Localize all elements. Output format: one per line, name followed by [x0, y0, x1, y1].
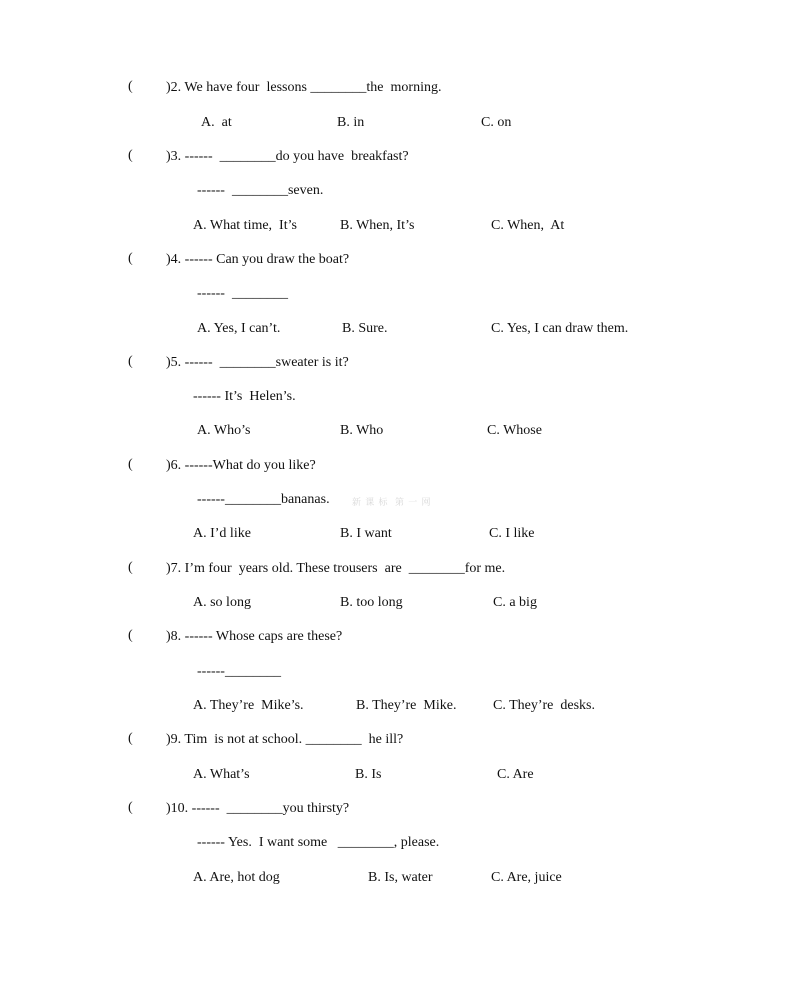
option-c[interactable]: C. They’re desks.	[493, 698, 595, 713]
option-b[interactable]: B. When, It’s	[340, 218, 415, 233]
answer-paren[interactable]: (	[128, 148, 133, 163]
question-stem: )5. ------ ________sweater is it?	[166, 355, 349, 370]
question-reply: ------ It’s Helen’s.	[193, 389, 296, 404]
answer-paren[interactable]: (	[128, 354, 133, 369]
answer-paren[interactable]: (	[128, 731, 133, 746]
option-c[interactable]: C. a big	[493, 595, 537, 610]
option-b[interactable]: B. Who	[340, 423, 384, 438]
answer-paren[interactable]: (	[128, 457, 133, 472]
question-reply: ------ Yes. I want some ________, please.	[197, 835, 440, 850]
option-a[interactable]: A. I’d like	[193, 526, 251, 541]
option-a[interactable]: A. at	[201, 115, 232, 130]
question-reply: ------ ________	[197, 286, 288, 301]
option-a[interactable]: A. Yes, I can’t.	[197, 321, 281, 336]
question-stem: )7. I’m four years old. These trousers are ________for me.	[166, 561, 506, 576]
answer-paren[interactable]: (	[128, 560, 133, 575]
question-stem: )3. ------ ________do you have breakfast?	[166, 149, 409, 164]
question-stem: )2. We have four lessons ________the morning.	[166, 80, 442, 95]
question-reply: ------________	[197, 664, 281, 679]
watermark-text: 新 课 标 第 一 网	[352, 497, 432, 507]
option-b[interactable]: B. Sure.	[342, 321, 388, 336]
option-a[interactable]: A. so long	[193, 595, 251, 610]
option-a[interactable]: A. What’s	[193, 767, 250, 782]
option-c[interactable]: C. When, At	[491, 218, 565, 233]
answer-paren[interactable]: (	[128, 79, 133, 94]
question-stem: )6. ------What do you like?	[166, 458, 316, 473]
option-c[interactable]: C. on	[481, 115, 512, 130]
question-reply: ------________bananas.	[197, 492, 330, 507]
option-a[interactable]: A. Are, hot dog	[193, 870, 280, 885]
option-a[interactable]: A. Who’s	[197, 423, 251, 438]
option-c[interactable]: C. Are	[497, 767, 534, 782]
option-c[interactable]: C. I like	[489, 526, 535, 541]
question-stem: )4. ------ Can you draw the boat?	[166, 252, 350, 267]
option-c[interactable]: C. Are, juice	[491, 870, 562, 885]
option-b[interactable]: B. They’re Mike.	[356, 698, 457, 713]
question-reply: ------ ________seven.	[197, 183, 324, 198]
option-b[interactable]: B. too long	[340, 595, 403, 610]
answer-paren[interactable]: (	[128, 251, 133, 266]
question-stem: )10. ------ ________you thirsty?	[166, 801, 350, 816]
option-c[interactable]: C. Whose	[487, 423, 542, 438]
option-b[interactable]: B. in	[337, 115, 365, 130]
option-a[interactable]: A. What time, It’s	[193, 218, 297, 233]
option-c[interactable]: C. Yes, I can draw them.	[491, 321, 629, 336]
question-stem: )8. ------ Whose caps are these?	[166, 629, 343, 644]
option-b[interactable]: B. Is, water	[368, 870, 433, 885]
option-b[interactable]: B. I want	[340, 526, 392, 541]
answer-paren[interactable]: (	[128, 800, 133, 815]
option-a[interactable]: A. They’re Mike’s.	[193, 698, 304, 713]
option-b[interactable]: B. Is	[355, 767, 382, 782]
answer-paren[interactable]: (	[128, 628, 133, 643]
question-stem: )9. Tim is not at school. ________ he ill?	[166, 732, 404, 747]
